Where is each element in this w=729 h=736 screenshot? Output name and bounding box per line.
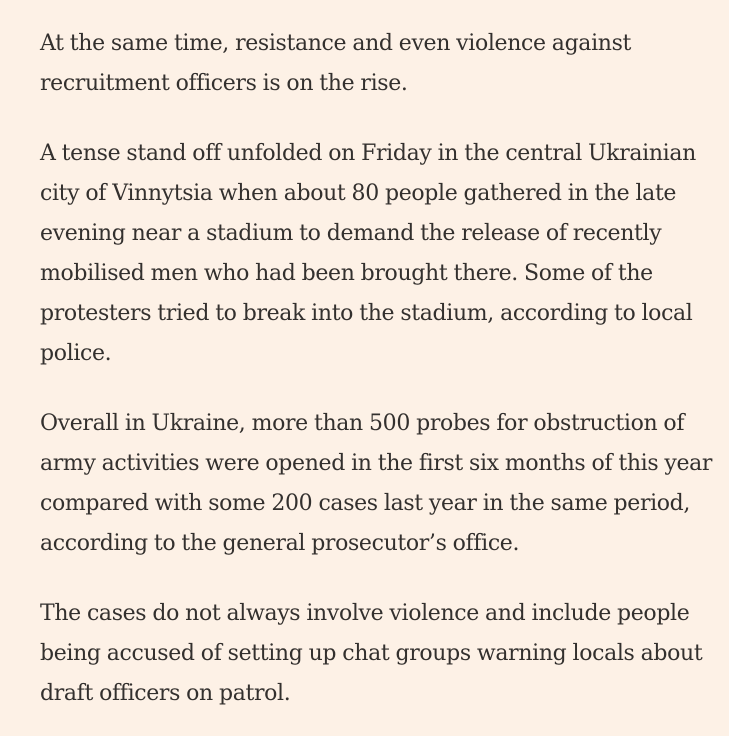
paragraph-resistance-rising: At the same time, resistance and even violence against recruitment officers is on the rise.: [40, 31, 632, 96]
paragraph-obstruction-probes: Overall in Ukraine, more than 500 probes for obstruction of army activities were opened in the first six months of this year compared with some 200 cases last year in the same period, according to the general prosecutor’s office.: [40, 411, 713, 556]
paragraph-vinnytsia-standoff: A tense stand off unfolded on Friday in the central Ukrainian city of Vinnytsia when about 80 people gathered in the late evening near a stadium to demand the release of recently mobilised men who had been brought there. Some of the protesters tried to break into the stadium, according to local police.: [40, 141, 696, 366]
paragraph-chat-groups: The cases do not always involve violence and include people being accused of setting up chat groups warning locals about draft officers on patrol.: [40, 601, 703, 706]
